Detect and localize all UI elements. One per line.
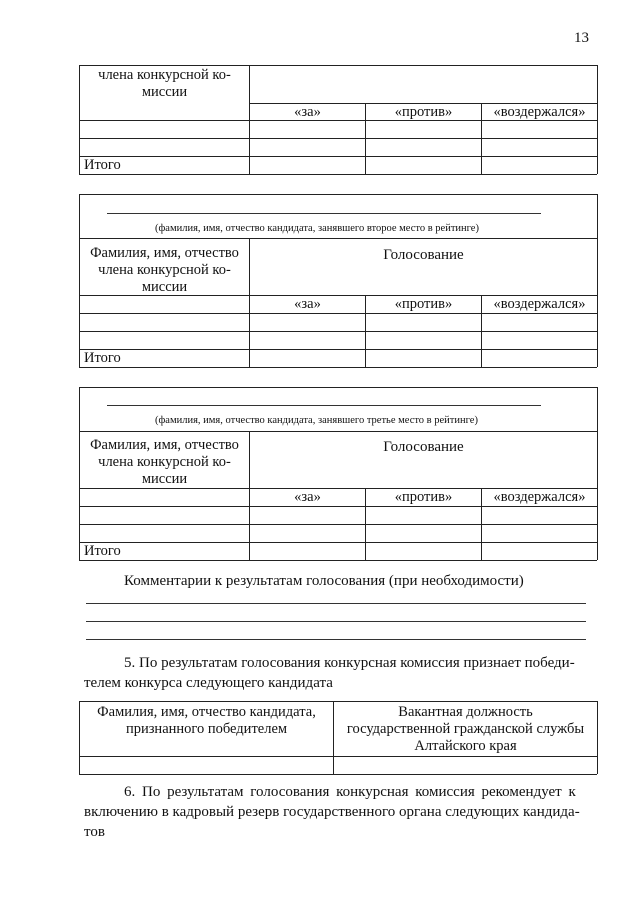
member-label: члена конкурсной ко- миссии — [98, 67, 231, 100]
candidate-caption: (фамилия, имя, отчество кандидата, занявшего третье место в рейтинге) — [155, 415, 478, 426]
comments-line — [86, 621, 586, 622]
section-6-line-3: тов — [84, 824, 105, 840]
page-number: 13 — [574, 30, 589, 46]
comments-line — [86, 639, 586, 640]
vote-against-header: «против» — [394, 104, 453, 120]
winner-name-header: Фамилия, имя, отчество кандидата, признанного победителем — [97, 704, 316, 737]
section-6-line-2: включению в кадровый резерв государственного органа следующих кандида- — [84, 804, 580, 820]
section-5-line-2: телем конкурса следующего кандидата — [84, 675, 333, 691]
vote-for-header: «за» — [294, 489, 321, 505]
total-label: Итого — [84, 543, 121, 559]
vote-for-header: «за» — [294, 104, 321, 120]
total-label: Итого — [84, 350, 121, 366]
section-6-line-1: 6. По результатам голосования конкурсная комиссия рекомендует к — [124, 784, 576, 800]
total-label: Итого — [84, 157, 121, 173]
voting-header: Голосование — [383, 439, 464, 455]
vacancy-header: Вакантная должность государственной гражданской службы Алтайского края — [346, 704, 585, 754]
vote-abstained-header: «воздержался» — [493, 296, 586, 312]
vote-against-header: «против» — [394, 296, 453, 312]
comments-line — [86, 603, 586, 604]
member-label: Фамилия, имя, отчество члена конкурсной ко- миссии — [90, 245, 239, 295]
comments-label: Комментарии к результатам голосования (при необходимости) — [124, 573, 524, 589]
section-5-line-1: 5. По результатам голосования конкурсная комиссия признает победи- — [124, 655, 575, 671]
candidate-name-line — [107, 213, 541, 214]
vote-abstained-header: «воздержался» — [493, 104, 586, 120]
vote-against-header: «против» — [394, 489, 453, 505]
candidate-caption: (фамилия, имя, отчество кандидата, занявшего второе место в рейтинге) — [155, 223, 479, 234]
member-label: Фамилия, имя, отчество члена конкурсной ко- миссии — [90, 437, 239, 487]
vote-abstained-header: «воздержался» — [493, 489, 586, 505]
candidate-name-line — [107, 405, 541, 406]
voting-header: Голосование — [383, 247, 464, 263]
vote-for-header: «за» — [294, 296, 321, 312]
